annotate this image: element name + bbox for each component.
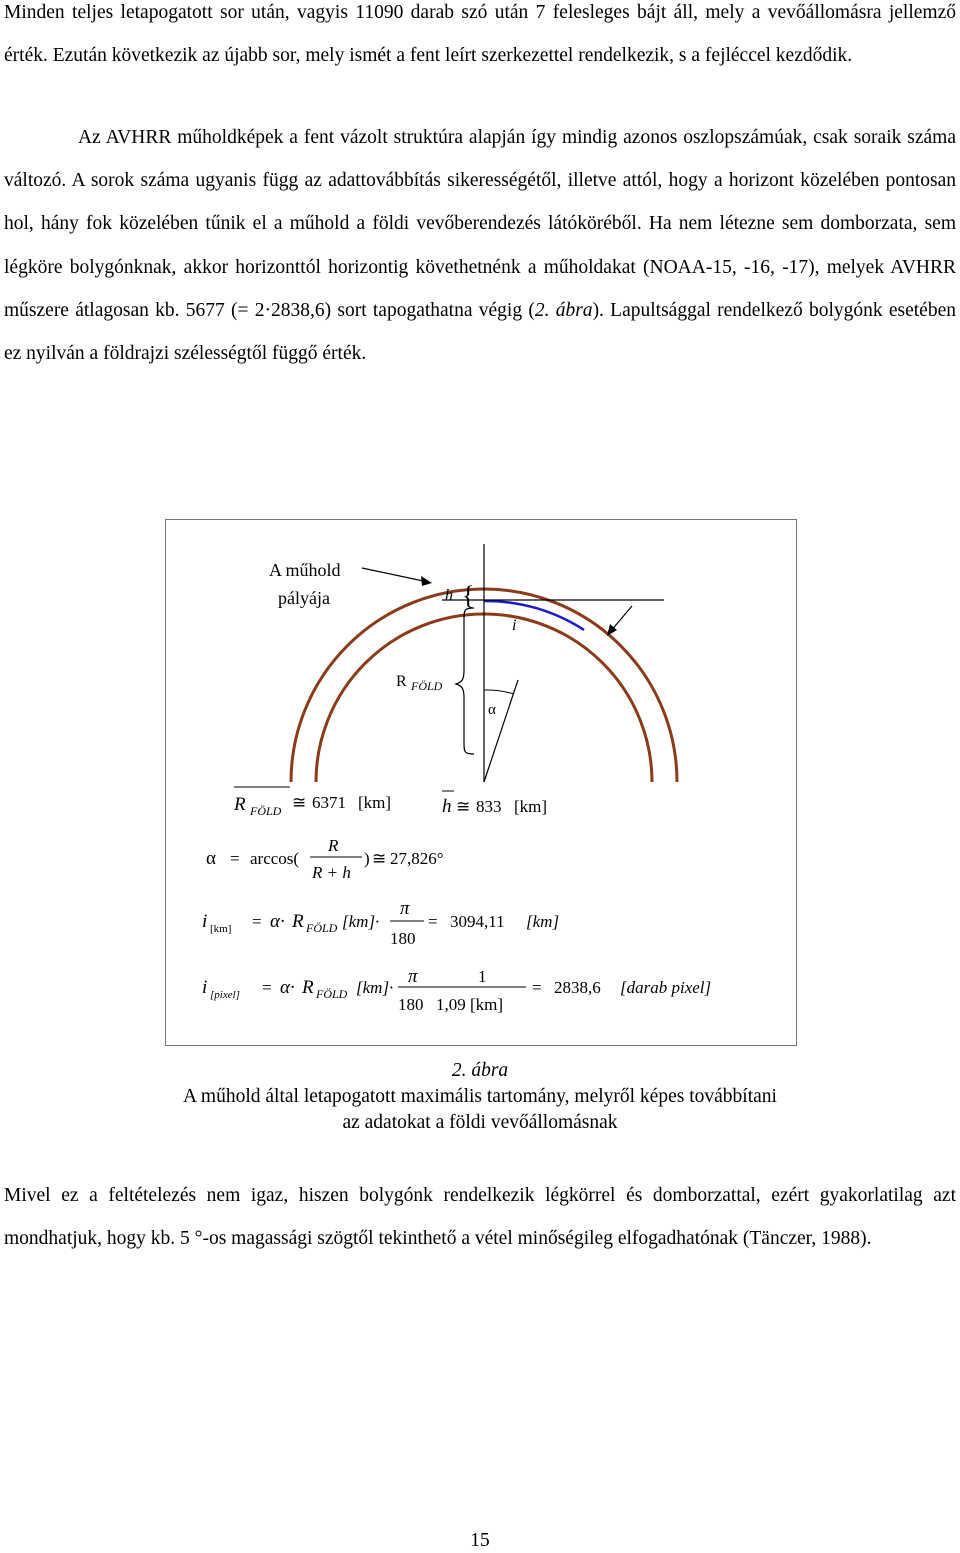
svg-text:[km]: [km] <box>514 797 548 816</box>
svg-text:): ) <box>364 849 370 868</box>
paragraph-2: Az AVHRR műholdképek a fent vázolt struktúra alapján így mindig azonos oszlopszámúak, csak soraik száma változó. A sorok száma ugyanis függ az adattovábbítás sikerességétől, illetve attól, hogy a horizont közelében pontosan hol, hány fok közelében tűnik el a műhold a földi vevőberendezés látóköréből. Ha nem létezne sem domborzata, sem légköre bolygónknak, akkor horizonttól horizontig követhetnénk a műholdakat (NOAA-15, -16, -17), melyek AVHRR műszere átlagosan kb. 5677 (= 2·2838,6) sort tapogathatna végig (2. ábra). Lapultsággal rendelkező bolygónk esetében ez nyilván a földrajzi szélességtől függő érték. <box>4 127 956 365</box>
svg-text:833: 833 <box>476 797 502 816</box>
label-i: i <box>512 617 517 634</box>
svg-text:[km]: [km] <box>210 923 232 935</box>
orbit-label-arrowhead <box>421 576 432 586</box>
svg-text:=: = <box>428 912 438 931</box>
svg-text:[darab pixel]: [darab pixel] <box>620 978 712 997</box>
caption-number: 2. ábra <box>451 1060 509 1081</box>
equation-3 <box>202 898 559 948</box>
svg-text:R: R <box>292 911 304 932</box>
svg-text:FÖLD: FÖLD <box>316 987 348 1001</box>
alpha-arc <box>484 690 514 694</box>
label-r: R <box>396 673 407 690</box>
svg-text:i: i <box>202 977 208 998</box>
svg-text:α·: α· <box>270 911 285 932</box>
svg-text:α: α <box>206 848 216 869</box>
figure-caption <box>0 1058 960 1136</box>
svg-text:[km]: [km] <box>358 793 392 812</box>
caption-line-2: az adatokat a földi vevőállomásnak <box>342 1112 618 1133</box>
orbit-label-line1: A műhold <box>269 560 341 580</box>
svg-text:arccos(: arccos( <box>250 849 300 868</box>
svg-text:R + h: R + h <box>312 863 351 882</box>
svg-text:[km]: [km] <box>526 912 560 931</box>
orbit-diagram <box>166 520 798 1047</box>
orbit-label-arrow <box>362 568 428 582</box>
svg-text:=: = <box>532 978 542 997</box>
svg-text:R: R <box>328 836 339 855</box>
figure-reference: 2. ábra <box>534 299 593 321</box>
radius-line <box>484 680 518 782</box>
svg-text:180: 180 <box>390 929 416 948</box>
svg-text:FÖLD: FÖLD <box>306 921 338 935</box>
svg-text:6371: 6371 <box>312 793 346 812</box>
svg-text:i: i <box>202 911 208 932</box>
svg-text:3094,11: 3094,11 <box>450 912 505 931</box>
figure-2 <box>165 519 797 1046</box>
svg-text:R: R <box>302 977 314 998</box>
svg-text:≅: ≅ <box>372 849 387 868</box>
svg-text:27,826°: 27,826° <box>390 849 444 868</box>
equation-1 <box>233 787 547 818</box>
svg-text:≅: ≅ <box>456 797 471 816</box>
svg-text:=: = <box>262 978 272 997</box>
svg-text:[km]·: [km]· <box>342 912 380 931</box>
caption-line-1: A műhold által letapogatott maximális tartomány, melyről képes továbbítani <box>183 1086 777 1107</box>
orbit-label-line2: pályája <box>278 588 330 608</box>
svg-text:180: 180 <box>398 995 424 1014</box>
svg-text:≅: ≅ <box>292 793 307 812</box>
svg-text:[pixel]: [pixel] <box>210 989 240 1001</box>
label-r-sub: FÖLD <box>411 679 443 693</box>
page-number: 15 <box>470 1530 490 1551</box>
svg-text:FÖLD: FÖLD <box>250 804 282 818</box>
svg-text:=: = <box>252 912 262 931</box>
svg-text:π: π <box>400 898 410 919</box>
svg-text:π: π <box>408 966 418 987</box>
paragraph-3: Mivel ez a feltételezés nem igaz, hiszen bolygónk rendelkezik légkörrel és domborzattal, ezért gyakorlatilag azt mondhatjuk, hogy kb. 5 °-os magassági szögtől tekinthető a vétel minőségileg elfogadhatónak (Tänczer, 1988). <box>4 1185 956 1250</box>
label-h-brace: { <box>462 581 475 610</box>
svg-text:1,09 [km]: 1,09 [km] <box>436 995 504 1014</box>
svg-text:h: h <box>442 796 452 817</box>
svg-text:[km]·: [km]· <box>356 978 394 997</box>
equation-4 <box>202 966 711 1014</box>
svg-text:2838,6: 2838,6 <box>554 978 601 997</box>
equation-2 <box>206 836 444 882</box>
label-alpha: α <box>488 702 496 718</box>
svg-text:R: R <box>234 794 246 815</box>
paragraph-1: Minden teljes letapogatott sor után, vagyis 11090 darab szó után 7 felesleges bájt áll, mely a vevőállomásra jellemző érték. Ezután következik az újabb sor, mely ismét a fent leírt szerkezettel rendelkezik, s a fejléccel kezdődik. <box>4 2 956 67</box>
label-h: h <box>445 587 453 604</box>
svg-text:=: = <box>230 849 240 868</box>
svg-text:α·: α· <box>280 977 295 998</box>
radius-brace <box>456 608 474 754</box>
svg-text:1: 1 <box>478 967 487 986</box>
